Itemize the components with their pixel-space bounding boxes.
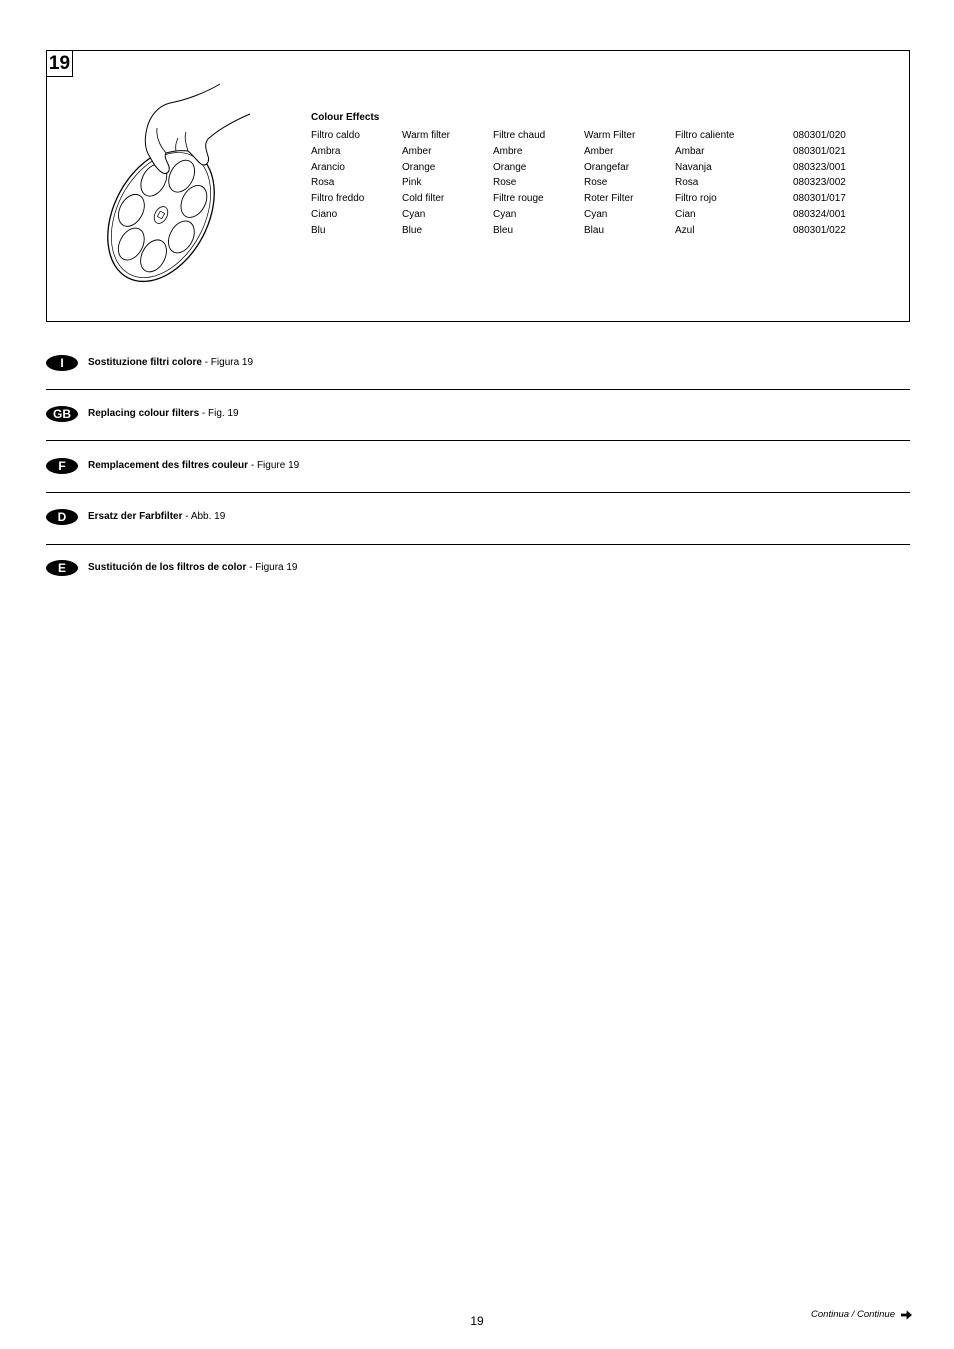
figure-reference: - Abb. 19 <box>185 511 226 522</box>
cell-part-code: 080301/017 <box>793 193 846 205</box>
cell-french: Cyan <box>493 209 517 221</box>
cell-spanish: Rosa <box>675 177 699 189</box>
cell-part-code: 080323/001 <box>793 161 846 173</box>
section-french <box>46 458 910 474</box>
cell-part-code: 080301/020 <box>793 130 846 141</box>
section-heading <box>88 355 253 371</box>
section-divider <box>46 389 910 390</box>
figure-number: 19 <box>47 51 73 77</box>
table-row <box>311 191 853 207</box>
section-german <box>46 509 910 525</box>
section-english <box>46 406 910 422</box>
figure-reference: - Figura 19 <box>204 357 254 368</box>
section-title: Remplacement des filtres couleur <box>88 460 249 471</box>
language-badge: E <box>46 560 78 576</box>
table-row <box>311 175 853 191</box>
colour-effects-table <box>311 128 853 239</box>
filter-wheel-illustration <box>90 75 260 290</box>
cell-spanish: Filtro rojo <box>675 193 717 205</box>
cell-french: Rose <box>493 177 517 189</box>
figure-reference: - Figura 19 <box>249 562 298 573</box>
section-heading <box>88 458 299 474</box>
table-row <box>311 160 853 176</box>
section-divider <box>46 492 910 493</box>
table-row <box>311 144 853 160</box>
section-heading <box>88 509 225 525</box>
language-badge: GB <box>46 406 78 422</box>
language-badge: I <box>46 355 78 371</box>
figure-reference: - Figure 19 <box>250 460 300 471</box>
cell-spanish: Ambar <box>675 145 705 157</box>
section-title: Replacing colour filters <box>88 408 200 419</box>
language-badge: D <box>46 509 78 525</box>
cell-german: Cyan <box>584 209 608 221</box>
cell-english: Orange <box>402 161 436 173</box>
table-row <box>311 128 853 144</box>
cell-part-code: 080301/021 <box>793 145 846 157</box>
cell-spanish: Navanja <box>675 161 712 173</box>
cell-french: Bleu <box>493 224 514 236</box>
cell-german: Blau <box>584 224 605 236</box>
section-heading <box>88 406 239 422</box>
cell-french: Ambre <box>493 145 523 157</box>
cell-italian: Filtro caldo <box>311 130 360 141</box>
cell-spanish: Filtro caliente <box>675 130 735 141</box>
cell-italian: Ambra <box>311 145 341 157</box>
cell-french: Filtre chaud <box>493 130 546 141</box>
continue-note: Continua / Continue <box>811 1309 895 1320</box>
cell-italian: Blu <box>311 224 326 236</box>
cell-german: Orangefar <box>584 161 630 173</box>
cell-german: Warm Filter <box>584 130 636 141</box>
page-number: 19 <box>470 1314 484 1328</box>
cell-german: Roter Filter <box>584 193 634 205</box>
cell-italian: Rosa <box>311 177 335 189</box>
section-title: Sustitución de los filtros de color <box>88 562 247 573</box>
cell-part-code: 080324/001 <box>793 209 846 221</box>
cell-spanish: Azul <box>675 224 695 236</box>
cell-french: Filtre rouge <box>493 193 544 205</box>
cell-english: Cyan <box>402 209 426 221</box>
cell-spanish: Cian <box>675 209 696 221</box>
cell-english: Amber <box>402 145 432 157</box>
cell-english: Pink <box>402 177 422 189</box>
section-italian <box>46 355 910 371</box>
cell-italian: Ciano <box>311 209 338 221</box>
cell-german: Amber <box>584 145 614 157</box>
hand <box>145 80 260 173</box>
cell-french: Orange <box>493 161 527 173</box>
section-divider <box>46 544 910 545</box>
cell-english: Blue <box>402 224 423 236</box>
language-badge: F <box>46 458 78 474</box>
table-row <box>311 223 853 239</box>
cell-german: Rose <box>584 177 608 189</box>
section-divider <box>46 440 910 441</box>
section-title: Ersatz der Farbfilter <box>88 511 183 522</box>
section-heading <box>88 560 298 576</box>
cell-part-code: 080301/022 <box>793 224 846 236</box>
cell-italian: Filtro freddo <box>311 193 365 205</box>
cell-part-code: 080323/002 <box>793 177 846 189</box>
figure-reference: - Fig. 19 <box>201 408 239 419</box>
hand-fill <box>145 80 260 173</box>
cell-italian: Arancio <box>311 161 345 173</box>
table-row <box>311 207 853 223</box>
section-spanish <box>46 560 910 576</box>
cell-english: Cold filter <box>402 193 445 205</box>
table-heading: Colour Effects <box>311 112 380 123</box>
cell-english: Warm filter <box>402 130 450 141</box>
arrow-right-icon <box>901 1310 912 1320</box>
section-title: Sostituzione filtri colore <box>88 357 202 368</box>
